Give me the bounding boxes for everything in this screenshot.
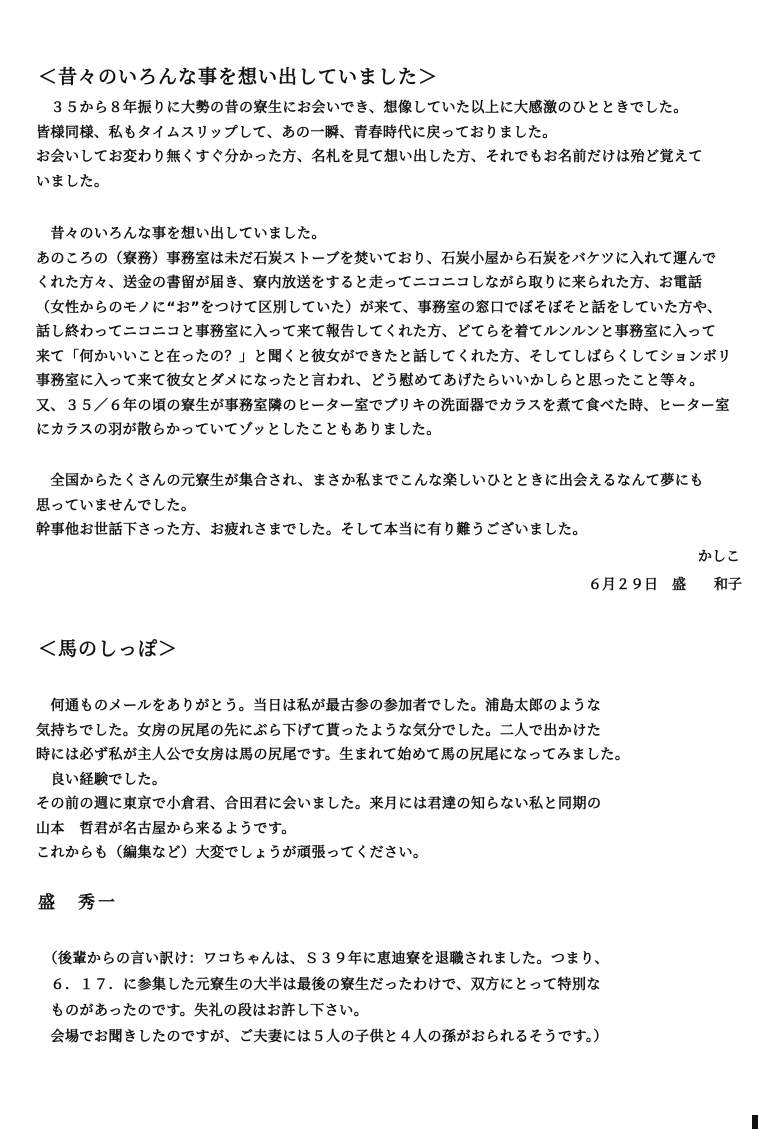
text-line: いました。 xyxy=(36,173,109,190)
text-line: 山本 哲君が名古屋から来るようです。 xyxy=(36,820,296,837)
text-line: 時には必ず私が主人公で女房は馬の尻尾です。生まれて始めて馬の尻尾になってみました。 xyxy=(36,747,630,763)
text-line: あのころの（寮務）事務室は未だ石炭ストーブを焚いており、石炭小屋から石炭をバケツに入れて運んで xyxy=(36,250,717,267)
text-line: 思っていませんでした。 xyxy=(36,497,196,514)
memories-paragraph-1 xyxy=(36,96,703,194)
text-line: くれた方々、送金の書留が届き、寮内放送をすると走ってニコニコしながら取りに来られた方、お電話 xyxy=(36,275,703,291)
text-line: 何通ものメールをありがとう。当日は私が最古参の参加者でした。浦島太郎のような xyxy=(36,698,602,714)
text-line: お会いしてお変わり無くすぐ分かった方、名札を見て想い出した方、それでもお名前だけは殆ど覚えて xyxy=(36,149,703,165)
section-title-memories: ＜昔々のいろんな事を想い出していました＞ xyxy=(38,66,439,88)
text-line: 会場でお聞きしたのですが、ご夫妻には５人の子供と４人の孫がおられるそうです。） xyxy=(36,1029,608,1045)
closing-word: かしこ xyxy=(698,549,740,565)
text-line: ６．１７．に参集した元寮生の大半は最後の寮生だったわけで、双方にとって特別な xyxy=(36,977,601,993)
horse-tail-paragraph xyxy=(36,694,629,866)
text-line: にカラスの羽が散らかっていてゾッとしたこともありました。 xyxy=(36,422,441,438)
text-line: 来て「何かいいこと在ったの？」と聞くと彼女ができたと話してくれた方、そしてしばらくしてションボリ xyxy=(36,348,732,365)
text-line: 話し終わってニコニコと事務室に入って来て報告してくれた方、どてらを着てルンルンと事務室に入って xyxy=(36,324,717,340)
text-line: 良い経験でした。 xyxy=(36,771,167,788)
editor-note xyxy=(36,946,609,1050)
author-name: 盛 秀一 xyxy=(38,893,118,913)
text-line: 昔々のいろんな事を想い出していました。 xyxy=(36,226,326,242)
page-edge-mark xyxy=(752,1115,758,1129)
text-line: 全国からたくさんの元寮生が集合され、まさか私までこんな楽しいひとときに出会えるなんて夢にも xyxy=(36,473,704,489)
text-line: （後輩からの言い訳け：ワコちゃんは、Ｓ３９年に恵迪寮を退職されました。つまり、 xyxy=(36,951,609,967)
text-line: これからも（編集など）大変でしょうが頑張ってください。 xyxy=(36,845,428,861)
text-line: 皆様同様、私もタイムスリップして、あの一瞬、青春時代に戻っておりました。 xyxy=(36,124,557,141)
memories-paragraph-3 xyxy=(36,469,704,543)
date-signature: ６月２９日 盛 和子 xyxy=(588,577,742,593)
text-line: 又、３５／６年の頃の寮生が事務室隣のヒーター室でブリキの洗面器でカラスを煮て食べた時、ヒーター室 xyxy=(36,397,730,414)
text-line: 気持ちでした。女房の尻尾の先にぶら下げて貰ったような気分でした。二人で出かけた xyxy=(36,722,602,739)
section-title-horse-tail: ＜馬のしっぽ＞ xyxy=(38,638,179,660)
text-line: ものがあったのです。失礼の段はお許し下さい。 xyxy=(36,1003,369,1019)
memories-paragraph-2 xyxy=(36,222,732,443)
text-line: （女性からのモノに“お”をつけて区別していた）が来て、事務室の窓口でぼそぼそと話をしていた方や、 xyxy=(36,299,722,316)
text-line: その前の週に東京で小倉君、合田君に会いました。来月には君達の知らない私と同期の xyxy=(36,796,602,812)
text-line: 幹事他お世話下さった方、お疲れさまでした。そして本当に有り難うございました。 xyxy=(36,522,587,538)
text-line: 事務室に入って来て彼女とダメになったと言われ、どう慰めてあげたらいいかしらと思ったこと等々。 xyxy=(36,373,704,389)
text-line: ３５から８年振りに大勢の昔の寮生にお会いでき、想像していた以上に大感激のひとときでした。 xyxy=(36,100,688,116)
